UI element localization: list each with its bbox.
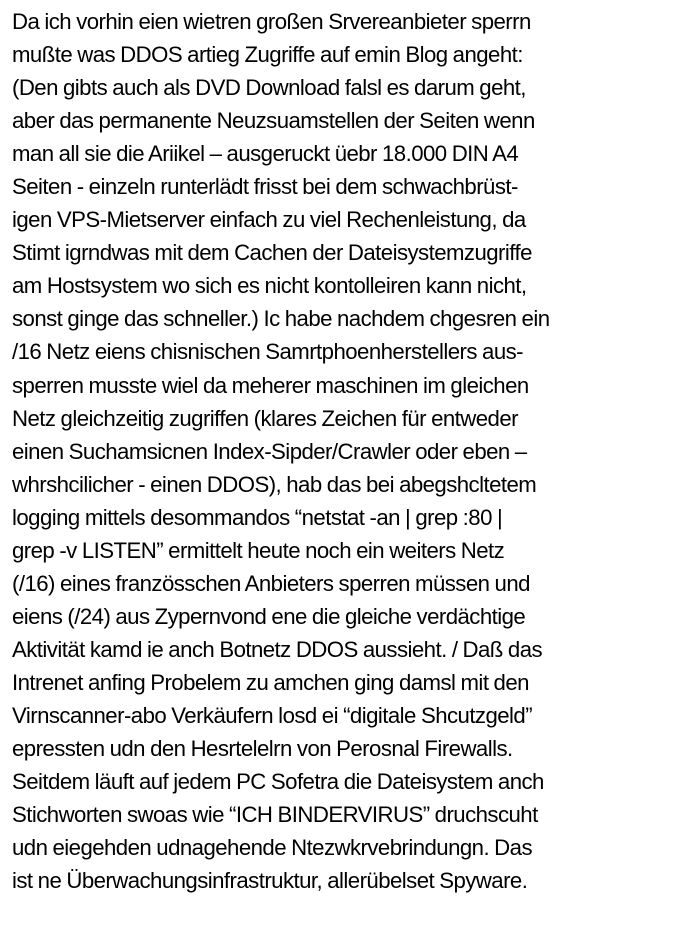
- text-line: Stichworten swoas wie “ICH BINDERVIRUS” druchscuht: [12, 802, 538, 828]
- text-line: Virnscanner-abo Verkäufern losd ei “digitale Shcutzgeld”: [12, 702, 533, 728]
- text-line: Netz gleichzeitig zugriffen (klares Zeichen für entweder: [12, 405, 518, 431]
- text-line: Seiten - einzeln runterlädt frisst bei dem schwachbrüst-: [12, 174, 518, 200]
- text-line: sonst ginge das schneller.) Ic habe nachdem chgesren ein: [12, 306, 550, 332]
- text-line: Seitdem läuft auf jedem PC Sofetra die Dateisystem anch: [12, 769, 544, 795]
- text-line: grep -v LISTEN” ermittelt heute noch ein weiters Netz: [12, 537, 505, 563]
- text-line: mußte was DDOS artieg Zugriffe auf emin Blog angeht:: [12, 42, 523, 68]
- text-line: (Den gibts auch als DVD Download falsl es darum geht,: [12, 75, 526, 101]
- text-line: man all sie die Ariikel – ausgeruckt üebr 18.000 DIN A4: [12, 141, 519, 167]
- text-line: udn eiegehden udnagehende Ntezwkrvebrindungn. Das: [12, 835, 532, 861]
- text-line: /16 Netz eiens chisnischen Samrtphoenherstellers aus-: [12, 339, 523, 365]
- text-line: (/16) eines französschen Anbieters sperren müssen und: [12, 570, 530, 596]
- text-line: ist ne Überwachungsinfrastruktur, allerübelset Spyware.: [12, 868, 528, 894]
- text-line: epressten udn den Hesrtelelrn von Perosnal Firewalls.: [12, 736, 513, 762]
- text-body: [12, 5, 680, 897]
- text-line: igen VPS-Mietserver einfach zu viel Rechenleistung, da: [12, 207, 526, 233]
- text-line: aber das permanente Neuzsuamstellen der Seiten wenn: [12, 108, 535, 134]
- text-line: Aktivität kamd ie anch Botnetz DDOS aussieht. / Daß das: [12, 636, 543, 662]
- text-line: am Hostsystem wo sich es nicht kontolleiren kann nicht,: [12, 273, 527, 299]
- text-line: einen Suchamsicnen Index-Sipder/Crawler oder eben –: [12, 438, 527, 464]
- text-line: sperren musste wiel da meherer maschinen im gleichen: [12, 372, 529, 398]
- text-line: logging mittels desommandos “netstat -an | grep :80 |: [12, 504, 503, 530]
- text-line: Intrenet anfing Probelem zu amchen ging damsl mit den: [12, 669, 529, 695]
- text-line: eiens (/24) aus Zypernvond ene die gleiche verdächtige: [12, 603, 526, 629]
- text-line: Da ich vorhin eien wietren großen Srvereanbieter sperrn: [12, 9, 531, 34]
- text-line: Stimt igrndwas mit dem Cachen der Dateisystemzugriffe: [12, 240, 532, 266]
- text-line: whrshcilicher - einen DDOS), hab das bei abegshcltetem: [12, 471, 537, 497]
